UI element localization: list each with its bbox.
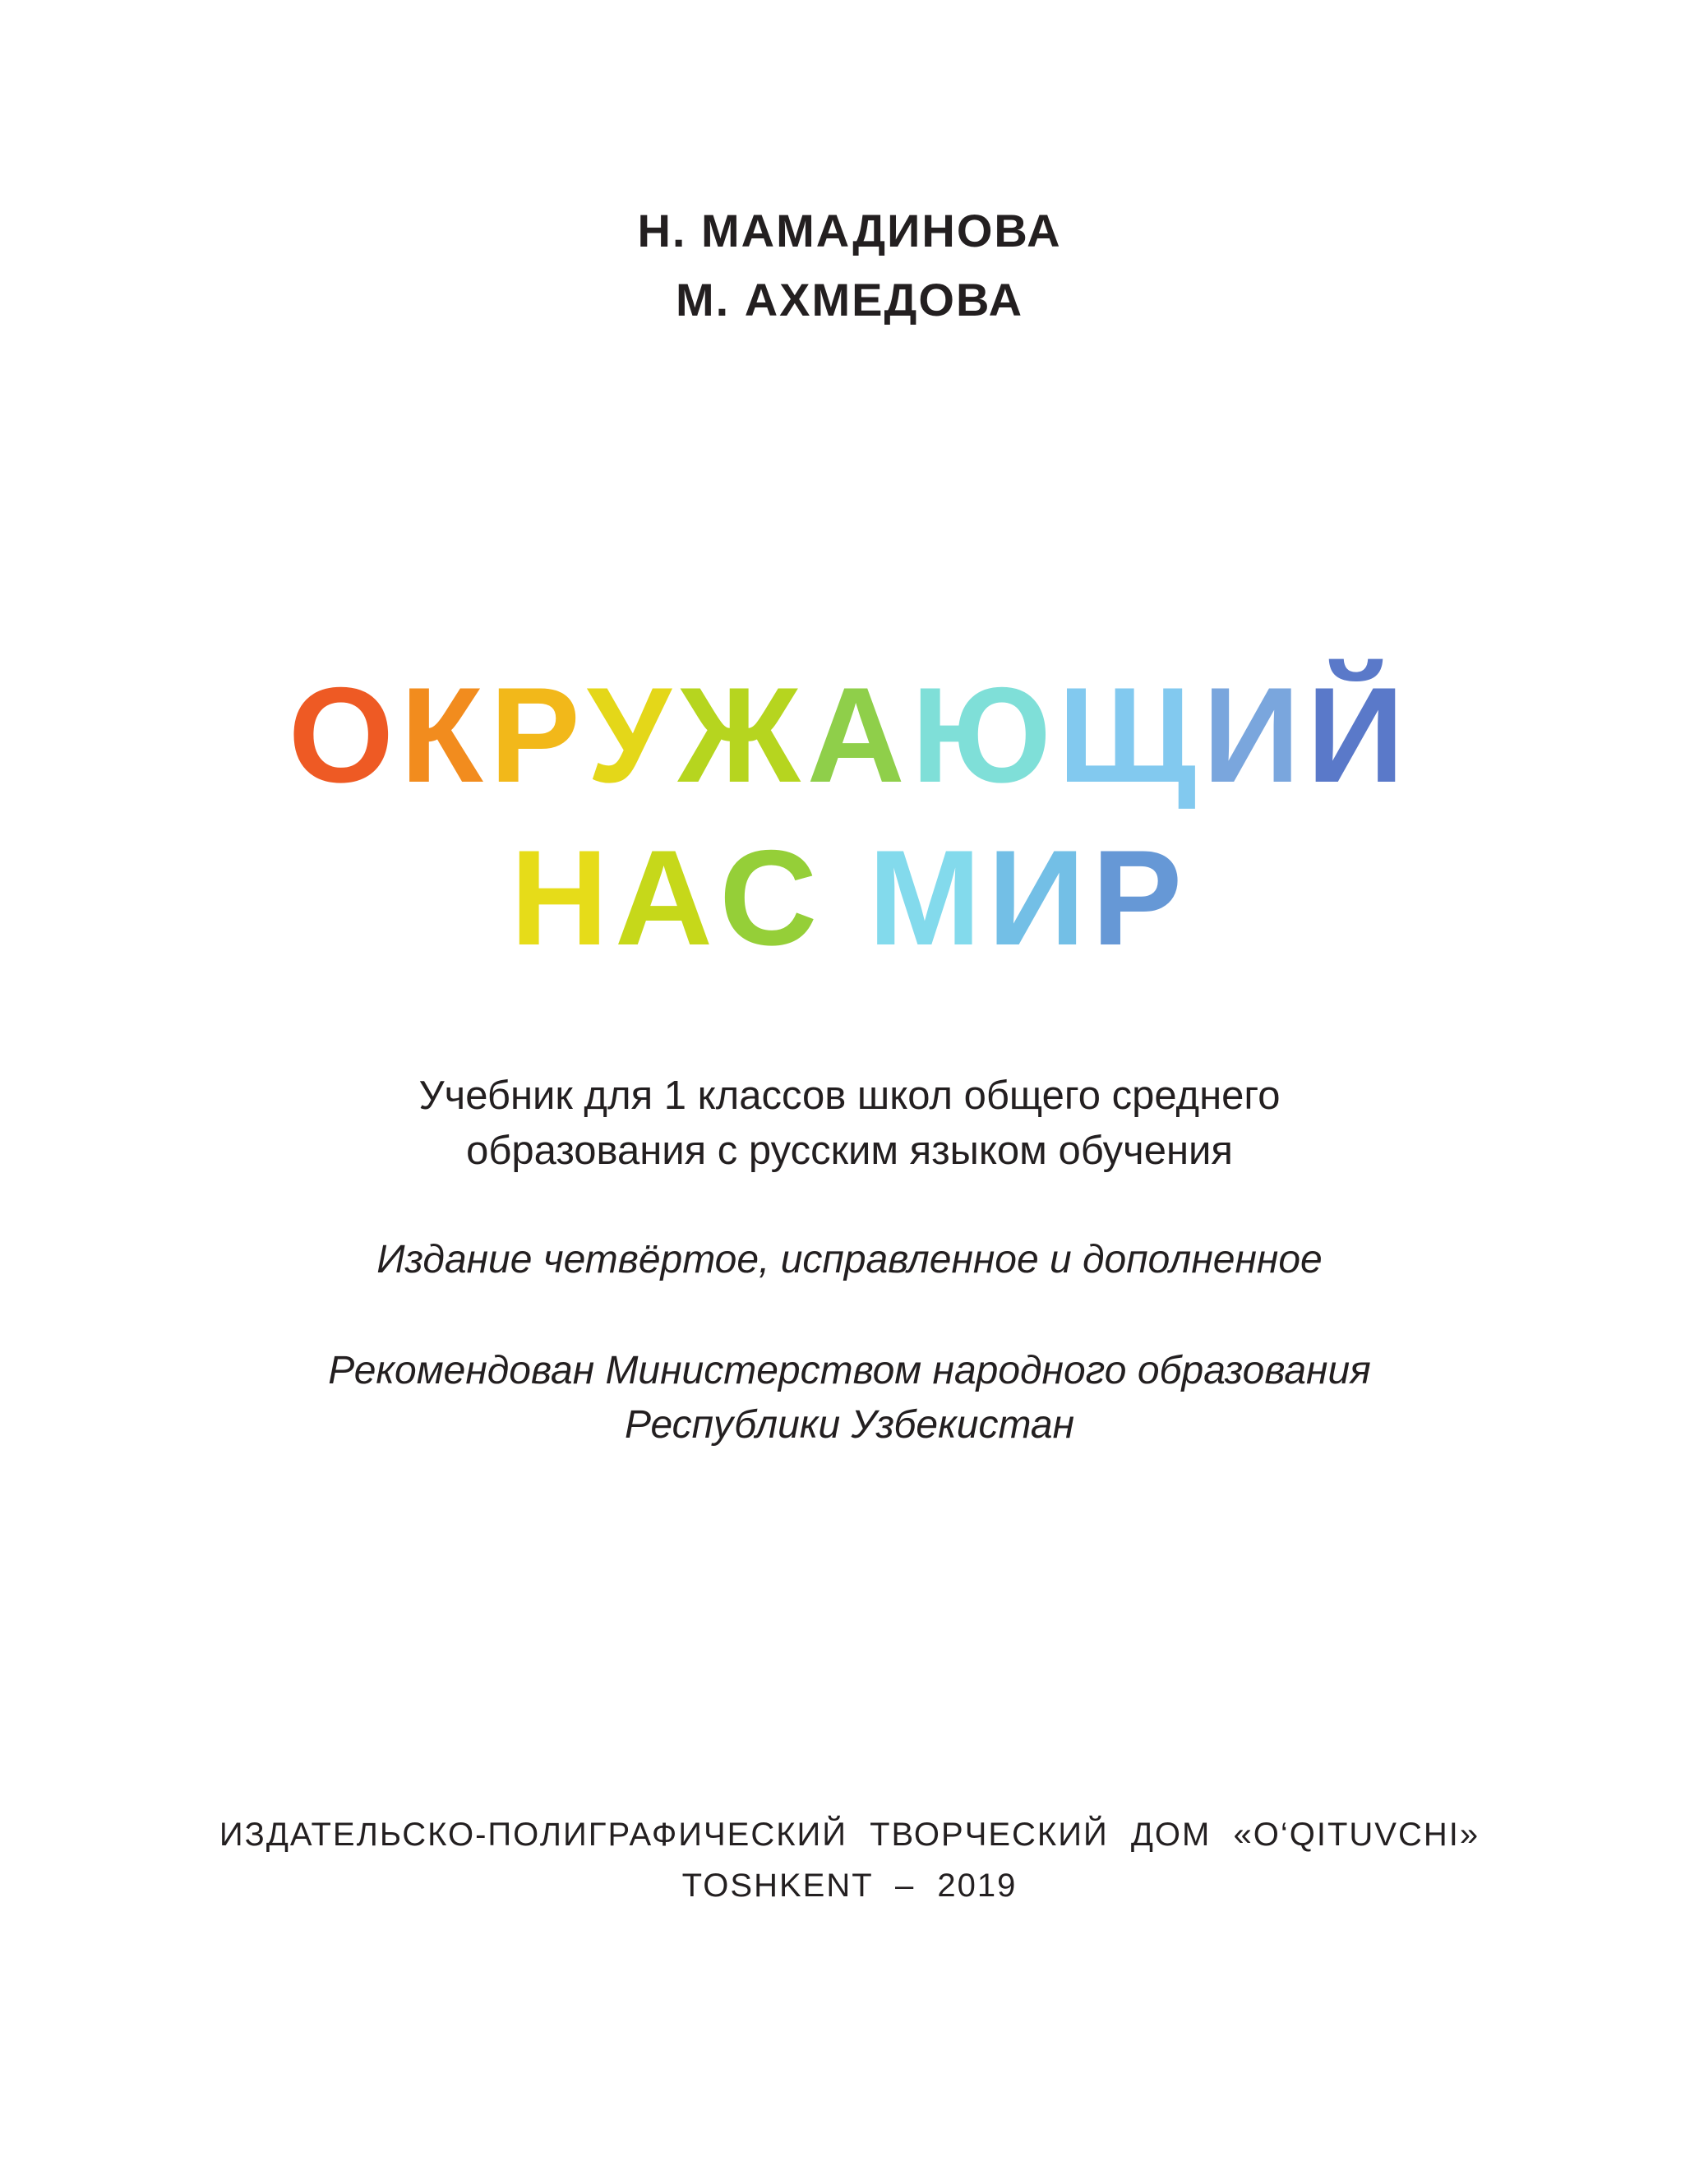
book-title-line-2 (0, 822, 1699, 973)
title-line-2-letter: Р (1092, 822, 1189, 973)
book-title-line-1 (0, 659, 1699, 810)
recommendation-line-2: Республики Узбекистан (624, 1403, 1075, 1447)
title-line-1-letter: Й (1306, 659, 1411, 810)
title-line-1-letter: Р (489, 659, 587, 810)
title-line-1-letter: Щ (1057, 659, 1203, 810)
title-line-1-letter: Ж (677, 659, 807, 810)
title-line-2-letter: А (614, 822, 720, 973)
publisher-name: ИЗДАТЕЛЬСКО-ПОЛИГРАФИЧЕСКИЙ ТВОРЧЕСКИЙ ДОМ «O‘QITUVCHI» (219, 1817, 1480, 1853)
recommendation-line-1: Рекомендован Министерством народного образования (328, 1349, 1371, 1392)
title-line-2-letter: Н (510, 822, 615, 973)
publisher-city-year: TOSHKENT – 2019 (681, 1868, 1018, 1904)
title-line-1-letter: И (1203, 659, 1307, 810)
author-1: Н. МАМАДИНОВА (637, 205, 1062, 256)
title-line-1-letter: Ю (911, 659, 1058, 810)
subtitle-line-1: Учебник для 1 классов школ общего среднего (418, 1074, 1281, 1118)
title-line-2-letter: М (868, 822, 988, 973)
title-line-1-letter: А (806, 659, 912, 810)
title-line-2-letter: С (719, 822, 824, 973)
title-line-1-letter: О (288, 659, 401, 810)
subtitle-line-2: образования с русским языком обучения (466, 1129, 1233, 1173)
edition-note: Издание четвёртое, исправленное и дополненное (376, 1238, 1323, 1281)
title-line-1-letter: У (586, 659, 678, 810)
title-line-1-letter: К (400, 659, 490, 810)
author-2: М. АХМЕДОВА (675, 274, 1024, 326)
title-line-2-letter: И (987, 822, 1092, 973)
title-line-2-letter (824, 830, 868, 966)
